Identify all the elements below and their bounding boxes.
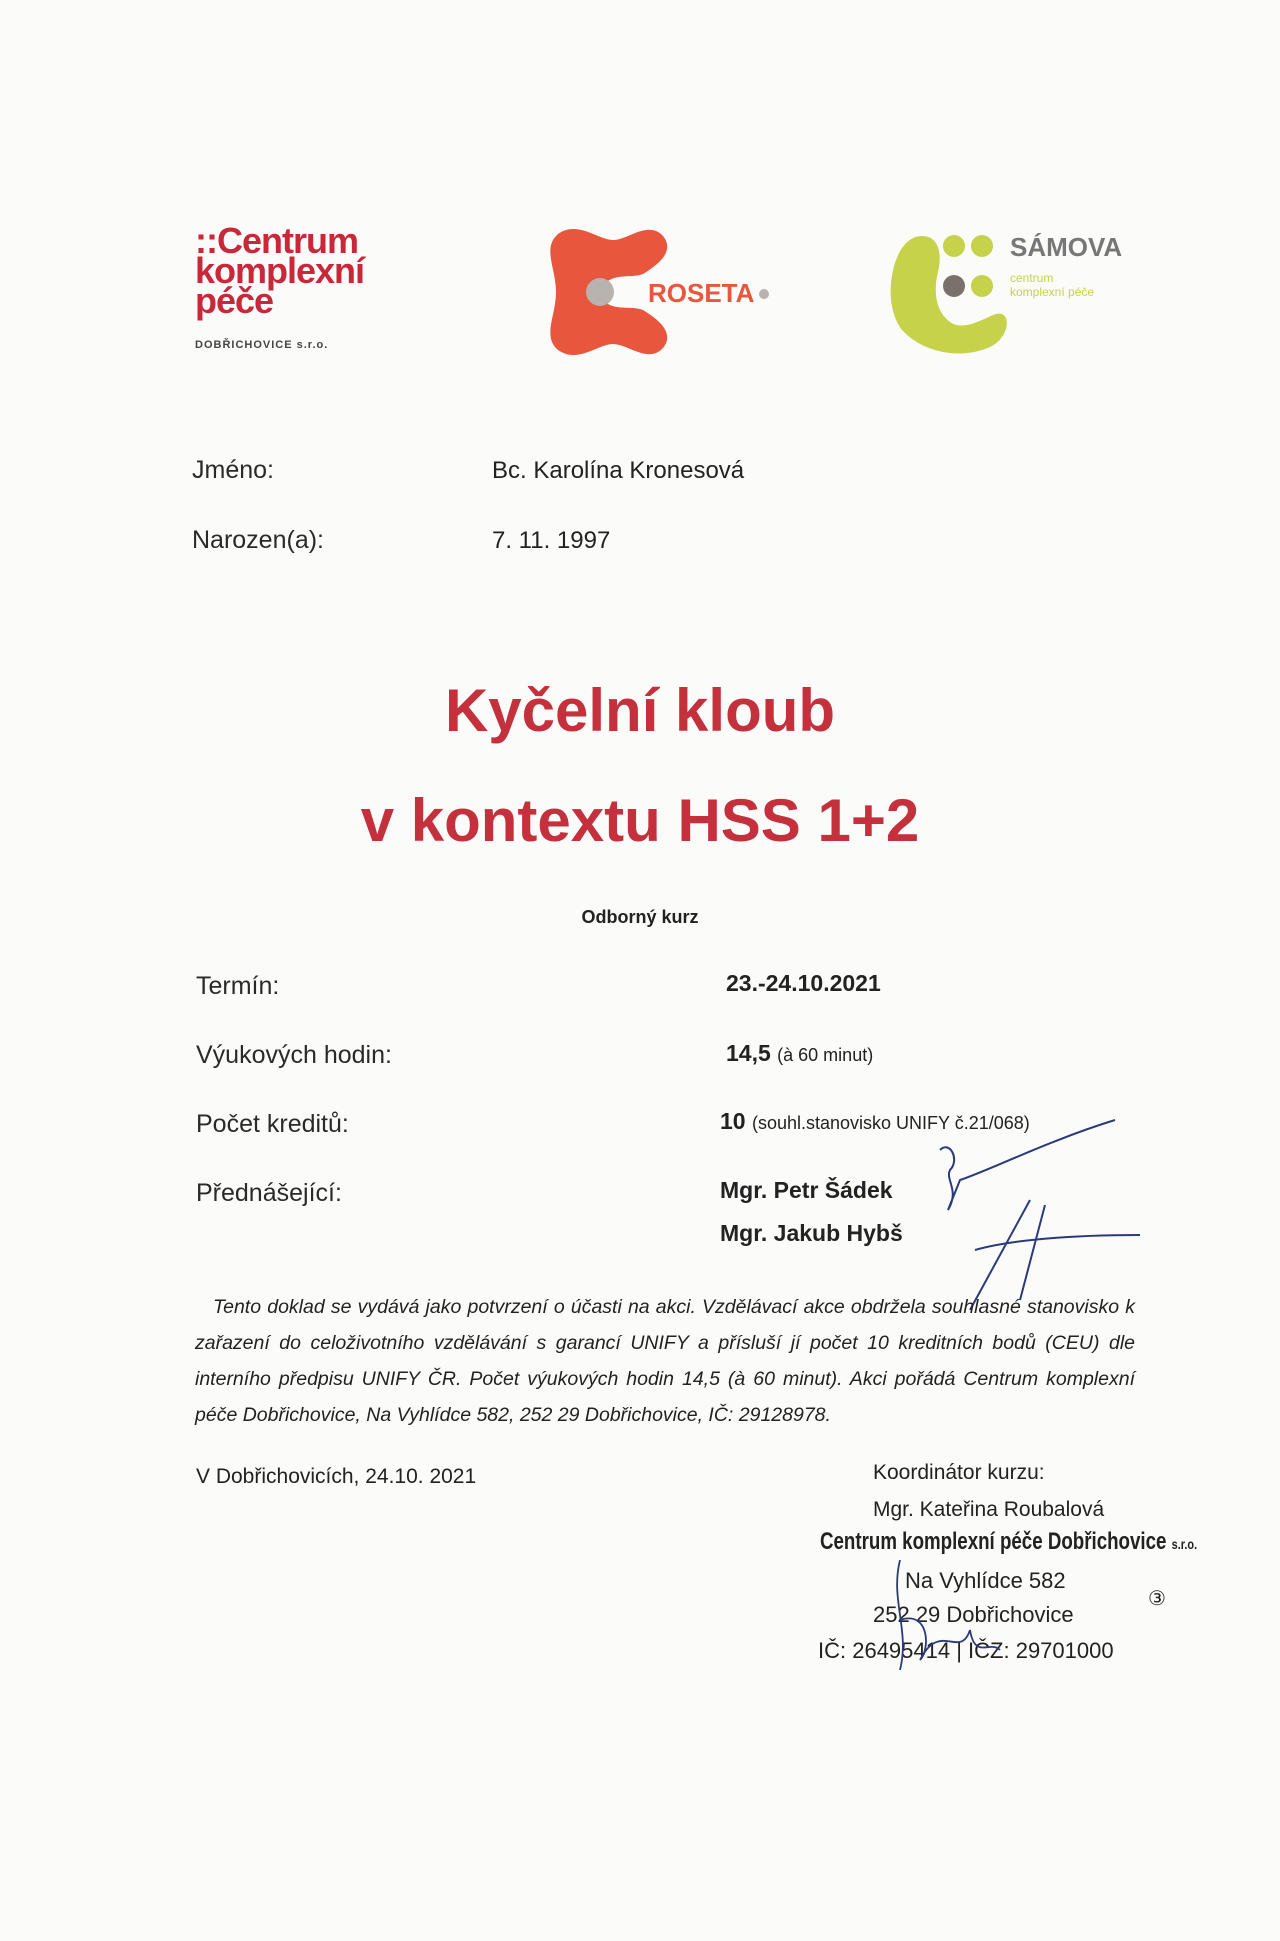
coordinator-signature (860, 1560, 1060, 1680)
certificate-text: Tento doklad se vydává jako potvrzení o účasti na akci. Vzdělávací akce obdržela souhlasné stanovisko k zařazení do celoživotního vzdělávání s garancí UNIFY a přísluší jí počet 10 kreditních bodů (CEU) dle interního předpisu UNIFY ČR. Počet výukových hodin 14,5 (à 60 minut). Akci pořádá Centrum komplexní péče Dobřichovice, Na Vyhlídce 582, 252 29 Dobřichovice, IČ: 29128978. (195, 1296, 1135, 1426)
samova-text: SÁMOVA (1010, 232, 1123, 262)
born-label: Narozen(a): (192, 526, 324, 554)
course-title-line2: v kontextu HSS 1+2 (360, 787, 920, 854)
born-value: 7. 11. 1997 (492, 527, 611, 554)
logo-text: péče (195, 280, 274, 321)
coordinator-name: Mgr. Kateřina Roubalová (873, 1498, 1105, 1521)
stamp-org-name: Centrum komplexní péče Dobřichovice (820, 1528, 1167, 1555)
term-label: Termín: (196, 972, 280, 1000)
hours-label: Výukových hodin: (196, 1041, 392, 1069)
logo-text: komplexní (195, 250, 365, 291)
logo-text: ::Centrum (195, 220, 358, 261)
hours-value: 14,5 (726, 1040, 771, 1066)
logo-centrum-komplexni-pece (195, 220, 365, 360)
samova-mark-icon (884, 226, 1144, 358)
lecturer-1: Mgr. Petr Šádek (720, 1177, 893, 1203)
course-title-line1: Kyčelní kloub (444, 677, 836, 744)
roseta-text: ROSETA (648, 278, 755, 308)
credits-value: 10 (720, 1108, 746, 1134)
samova-subtext: komplexní péče (1010, 285, 1095, 299)
stamp-ids: IČ: 26495414 | IČZ: 29701000 (818, 1638, 1114, 1663)
logo-subtext: DOBŘICHOVICE s.r.o. (195, 339, 329, 351)
lecturers-label: Přednášející: (196, 1179, 342, 1207)
lecturer-2: Mgr. Jakub Hybš (720, 1220, 903, 1246)
name-label: Jméno: (192, 456, 274, 484)
credits-note: (souhl.stanovisko UNIFY č.21/068) (751, 1113, 1030, 1133)
stamp-number: ③ (1148, 1588, 1166, 1610)
term-value: 23.-24.10.2021 (726, 970, 881, 996)
stamp-org-suffix: s.r.o. (1171, 1536, 1198, 1552)
name-value: Bc. Karolína Kronesová (492, 457, 745, 484)
place-date: V Dobřichovicích, 24.10. 2021 (196, 1465, 477, 1488)
logo-roseta (538, 226, 778, 358)
hours-note: (à 60 minut) (777, 1045, 874, 1065)
lecturer-signatures (930, 1110, 1160, 1310)
samova-subtext: centrum (1010, 271, 1054, 285)
credits-label: Počet kreditů: (196, 1110, 349, 1138)
roseta-mark-icon (538, 226, 778, 358)
stamp-street: Na Vyhlídce 582 (905, 1568, 1066, 1593)
coordinator-label: Koordinátor kurzu: (873, 1461, 1045, 1484)
logo-samova (884, 226, 1144, 358)
stamp-org (820, 1528, 1197, 1556)
stamp-city: 252 29 Dobřichovice (873, 1602, 1074, 1627)
course-type: Odborný kurz (581, 907, 699, 927)
